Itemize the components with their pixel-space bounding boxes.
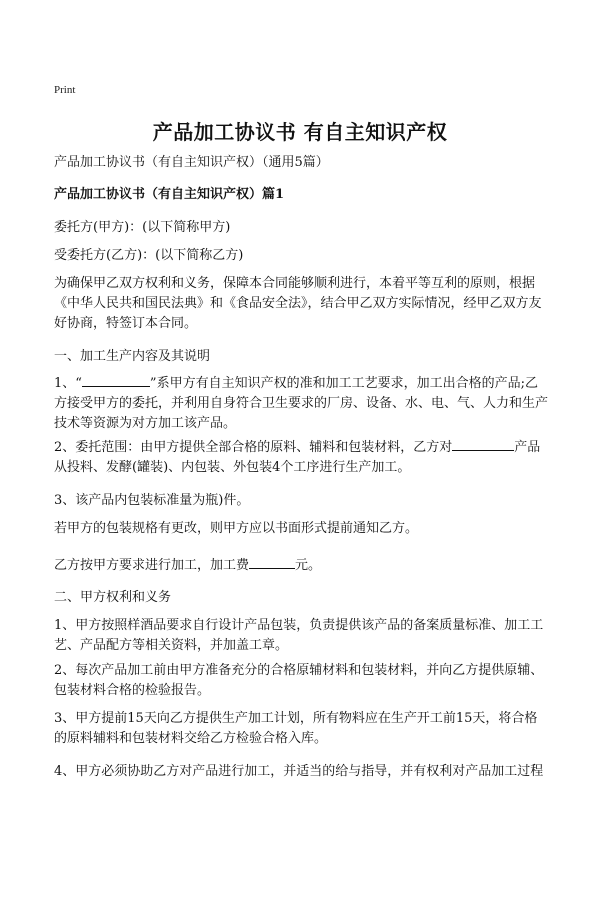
item-1-paragraph	[54, 374, 550, 434]
item-2-paragraph	[54, 438, 550, 478]
heading-party-a-duties: 二、甲方权利和义务	[54, 590, 172, 605]
duty-1-paragraph: 1、甲方按照样酒品要求自行设计产品包装，负责提供该产品的备案质量标准、加工工艺、产品配方等相关资料，并加盖工章。	[54, 618, 544, 653]
duty-2-paragraph: 2、每次产品加工前由甲方准备充分的合格原辅材料和包装材料，并向乙方提供原辅、包装材料合格的检验报告。	[54, 663, 544, 698]
item-1-prefix: 1、“	[54, 376, 82, 391]
party-b-line: 受委托方(乙方)：(以下简称乙方)	[54, 248, 244, 263]
document-title: 产品加工协议书 有自主知识产权	[152, 120, 448, 144]
section-heading: 产品加工协议书（有自主知识产权）篇1	[54, 187, 285, 202]
item-1-suffix: ”系甲方有自主知识产权的准和加工工艺要求，加工出合格的产品;乙方接受甲方的委托，并利用自身符合卫生要求的厂房、设备、水、电、气、人力和生产技术等资源为对方加工该产品。	[54, 376, 549, 431]
duty-3-paragraph: 3、甲方提前15天向乙方提供生产加工计划，所有物料应在生产开工前15天，将合格的原料辅料和包装材料交给乙方检验合格入库。	[54, 711, 538, 746]
item-4-line: 若甲方的包装规格有更改，则甲方应以书面形式提前通知乙方。	[54, 521, 419, 536]
item-2-prefix: 2、委托范围：由甲方提供全部合格的原料、辅料和包装材料，乙方对	[54, 440, 453, 455]
item-1-blank	[82, 374, 150, 387]
item-2-suffix: 产品从投料、发酵(罐装)、内包装、外包装4个工序进行生产加工。	[54, 440, 541, 475]
item-3-line: 3、该产品内包装标准量为瓶)件。	[54, 493, 250, 508]
item-5-line	[54, 556, 548, 574]
party-a-line: 委托方(甲方)：(以下简称甲方)	[54, 220, 231, 235]
intro-paragraph: 为确保甲乙双方权利和义务，保障本合同能够顺利进行，本着平等互利的原则，根据《中华人民共和国民法典》和《食品安全法》，结合甲乙双方实际情况，经甲乙双方友好协商，特签订本合同。	[54, 276, 542, 331]
processing-fee-blank	[249, 556, 295, 569]
duty-4-paragraph: 4、甲方必须协助乙方对产品进行加工，并适当的给与指导，并有权利对产品加工过程	[54, 764, 544, 779]
item-2-blank	[452, 438, 514, 451]
document-subtitle: 产品加工协议书（有自主知识产权）（通用5篇）	[54, 155, 329, 170]
heading-processing-content: 一、加工生产内容及其说明	[54, 349, 211, 364]
item-5-suffix: 元。	[295, 558, 322, 573]
print-label: Print	[54, 84, 76, 96]
item-5-prefix: 乙方按甲方要求进行加工，加工费	[54, 558, 250, 573]
